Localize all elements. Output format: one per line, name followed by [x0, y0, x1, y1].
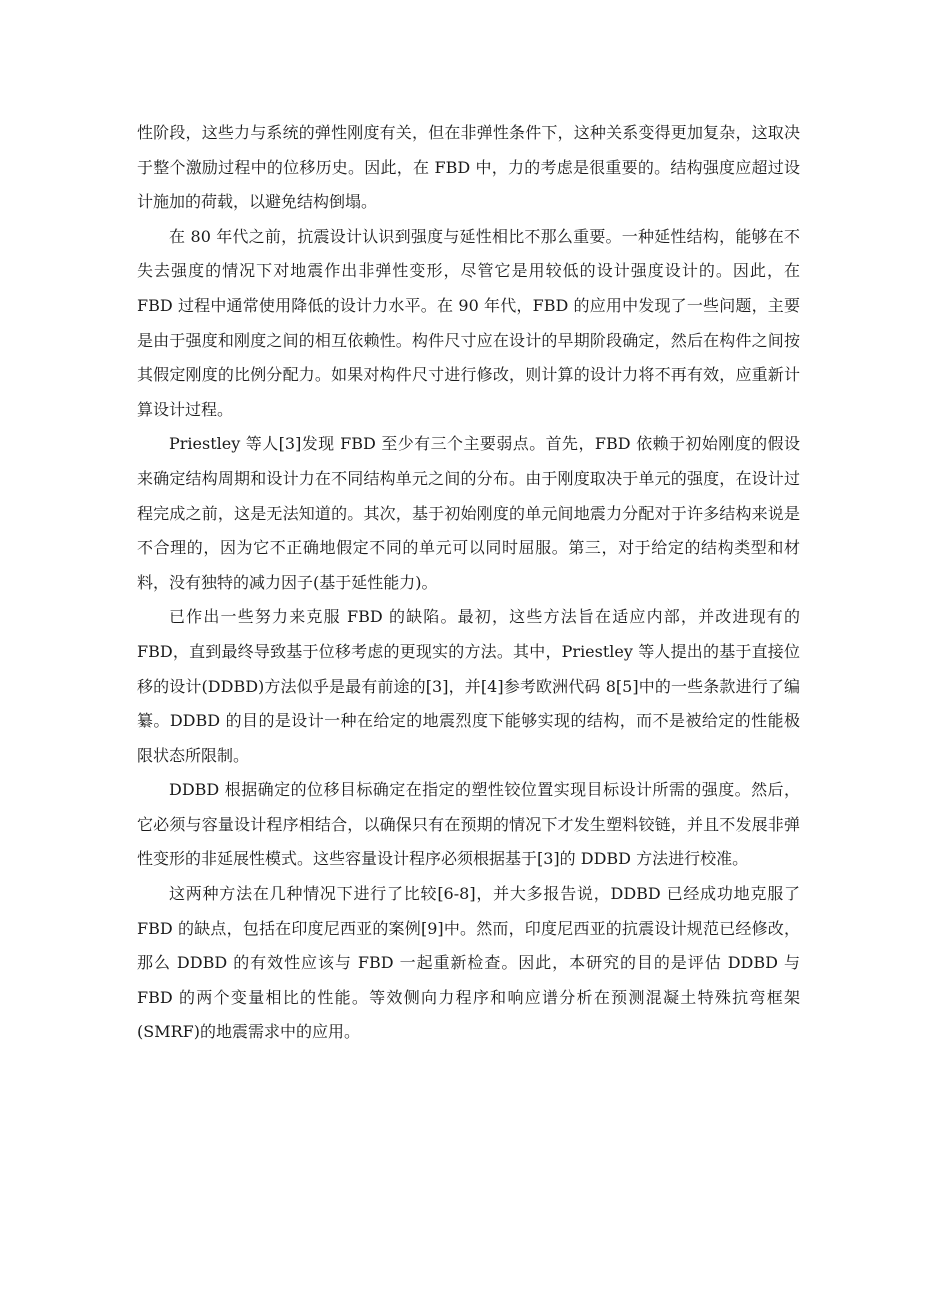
paragraph-3: Priestley 等人[3]发现 FBD 至少有三个主要弱点。首先，FBD 依赖于初始刚度的假设来确定结构周期和设计力在不同结构单元之间的分布。由于刚度取决于单元的强度，在设计过程完成之前，这是无法知道的。其次，基于初始刚度的单元间地震力分配对于许多结构来说是不合理的，因为它不正确地假定不同的单元可以同时屈服。第三，对于给定的结构类型和材料，没有独特的减力因子(基于延性能力)。 — [137, 434, 800, 592]
body-text — [137, 116, 800, 1050]
paragraph-5: DDBD 根据确定的位移目标确定在指定的塑性铰位置实现目标设计所需的强度。然后，它必须与容量设计程序相结合，以确保只有在预期的情况下才发生塑料铰链，并且不发展非弹性变形的非延展性模式。这些容量设计程序必须根据基于[3]的 DDBD 方法进行校准。 — [137, 780, 800, 869]
paragraph-4: 已作出一些努力来克服 FBD 的缺陷。最初，这些方法旨在适应内部，并改进现有的 FBD，直到最终导致基于位移考虑的更现实的方法。其中，Priestley 等人提出的基于直接位移的设计(DDBD)方法似乎是最有前途的[3]，并[4]参考欧洲代码 8[5]中的一些条款进行了编纂。DDBD 的目的是设计一种在给定的地震烈度下能够实现的结构，而不是被给定的性能极限状态所限制。 — [137, 607, 800, 765]
paragraph-2: 在 80 年代之前，抗震设计认识到强度与延性相比不那么重要。一种延性结构，能够在不失去强度的情况下对地震作出非弹性变形，尽管它是用较低的设计强度设计的。因此，在 FBD 过程中通常使用降低的设计力水平。在 90 年代，FBD 的应用中发现了一些问题，主要是由于强度和刚度之间的相互依赖性。构件尺寸应在设计的早期阶段确定，然后在构件之间按其假定刚度的比例分配力。如果对构件尺寸进行修改，则计算的设计力将不再有效，应重新计算设计过程。 — [137, 226, 800, 419]
paragraph-1: 性阶段，这些力与系统的弹性刚度有关，但在非弹性条件下，这种关系变得更加复杂，这取决于整个激励过程中的位移历史。因此，在 FBD 中，力的考虑是很重要的。结构强度应超过设计施加的荷载，以避免结构倒塌。 — [137, 123, 800, 212]
paragraph-6: 这两种方法在几种情况下进行了比较[6-8]，并大多报告说，DDBD 已经成功地克服了 FBD 的缺点，包括在印度尼西亚的案例[9]中。然而，印度尼西亚的抗震设计规范已经修改，那么 DDBD 的有效性应该与 FBD 一起重新检查。因此，本研究的目的是评估 DDBD 与 FBD 的两个变量相比的性能。等效侧向力程序和响应谱分析在预测混凝土特殊抗弯框架(SMRF)的地震需求中的应用。 — [137, 884, 800, 1042]
